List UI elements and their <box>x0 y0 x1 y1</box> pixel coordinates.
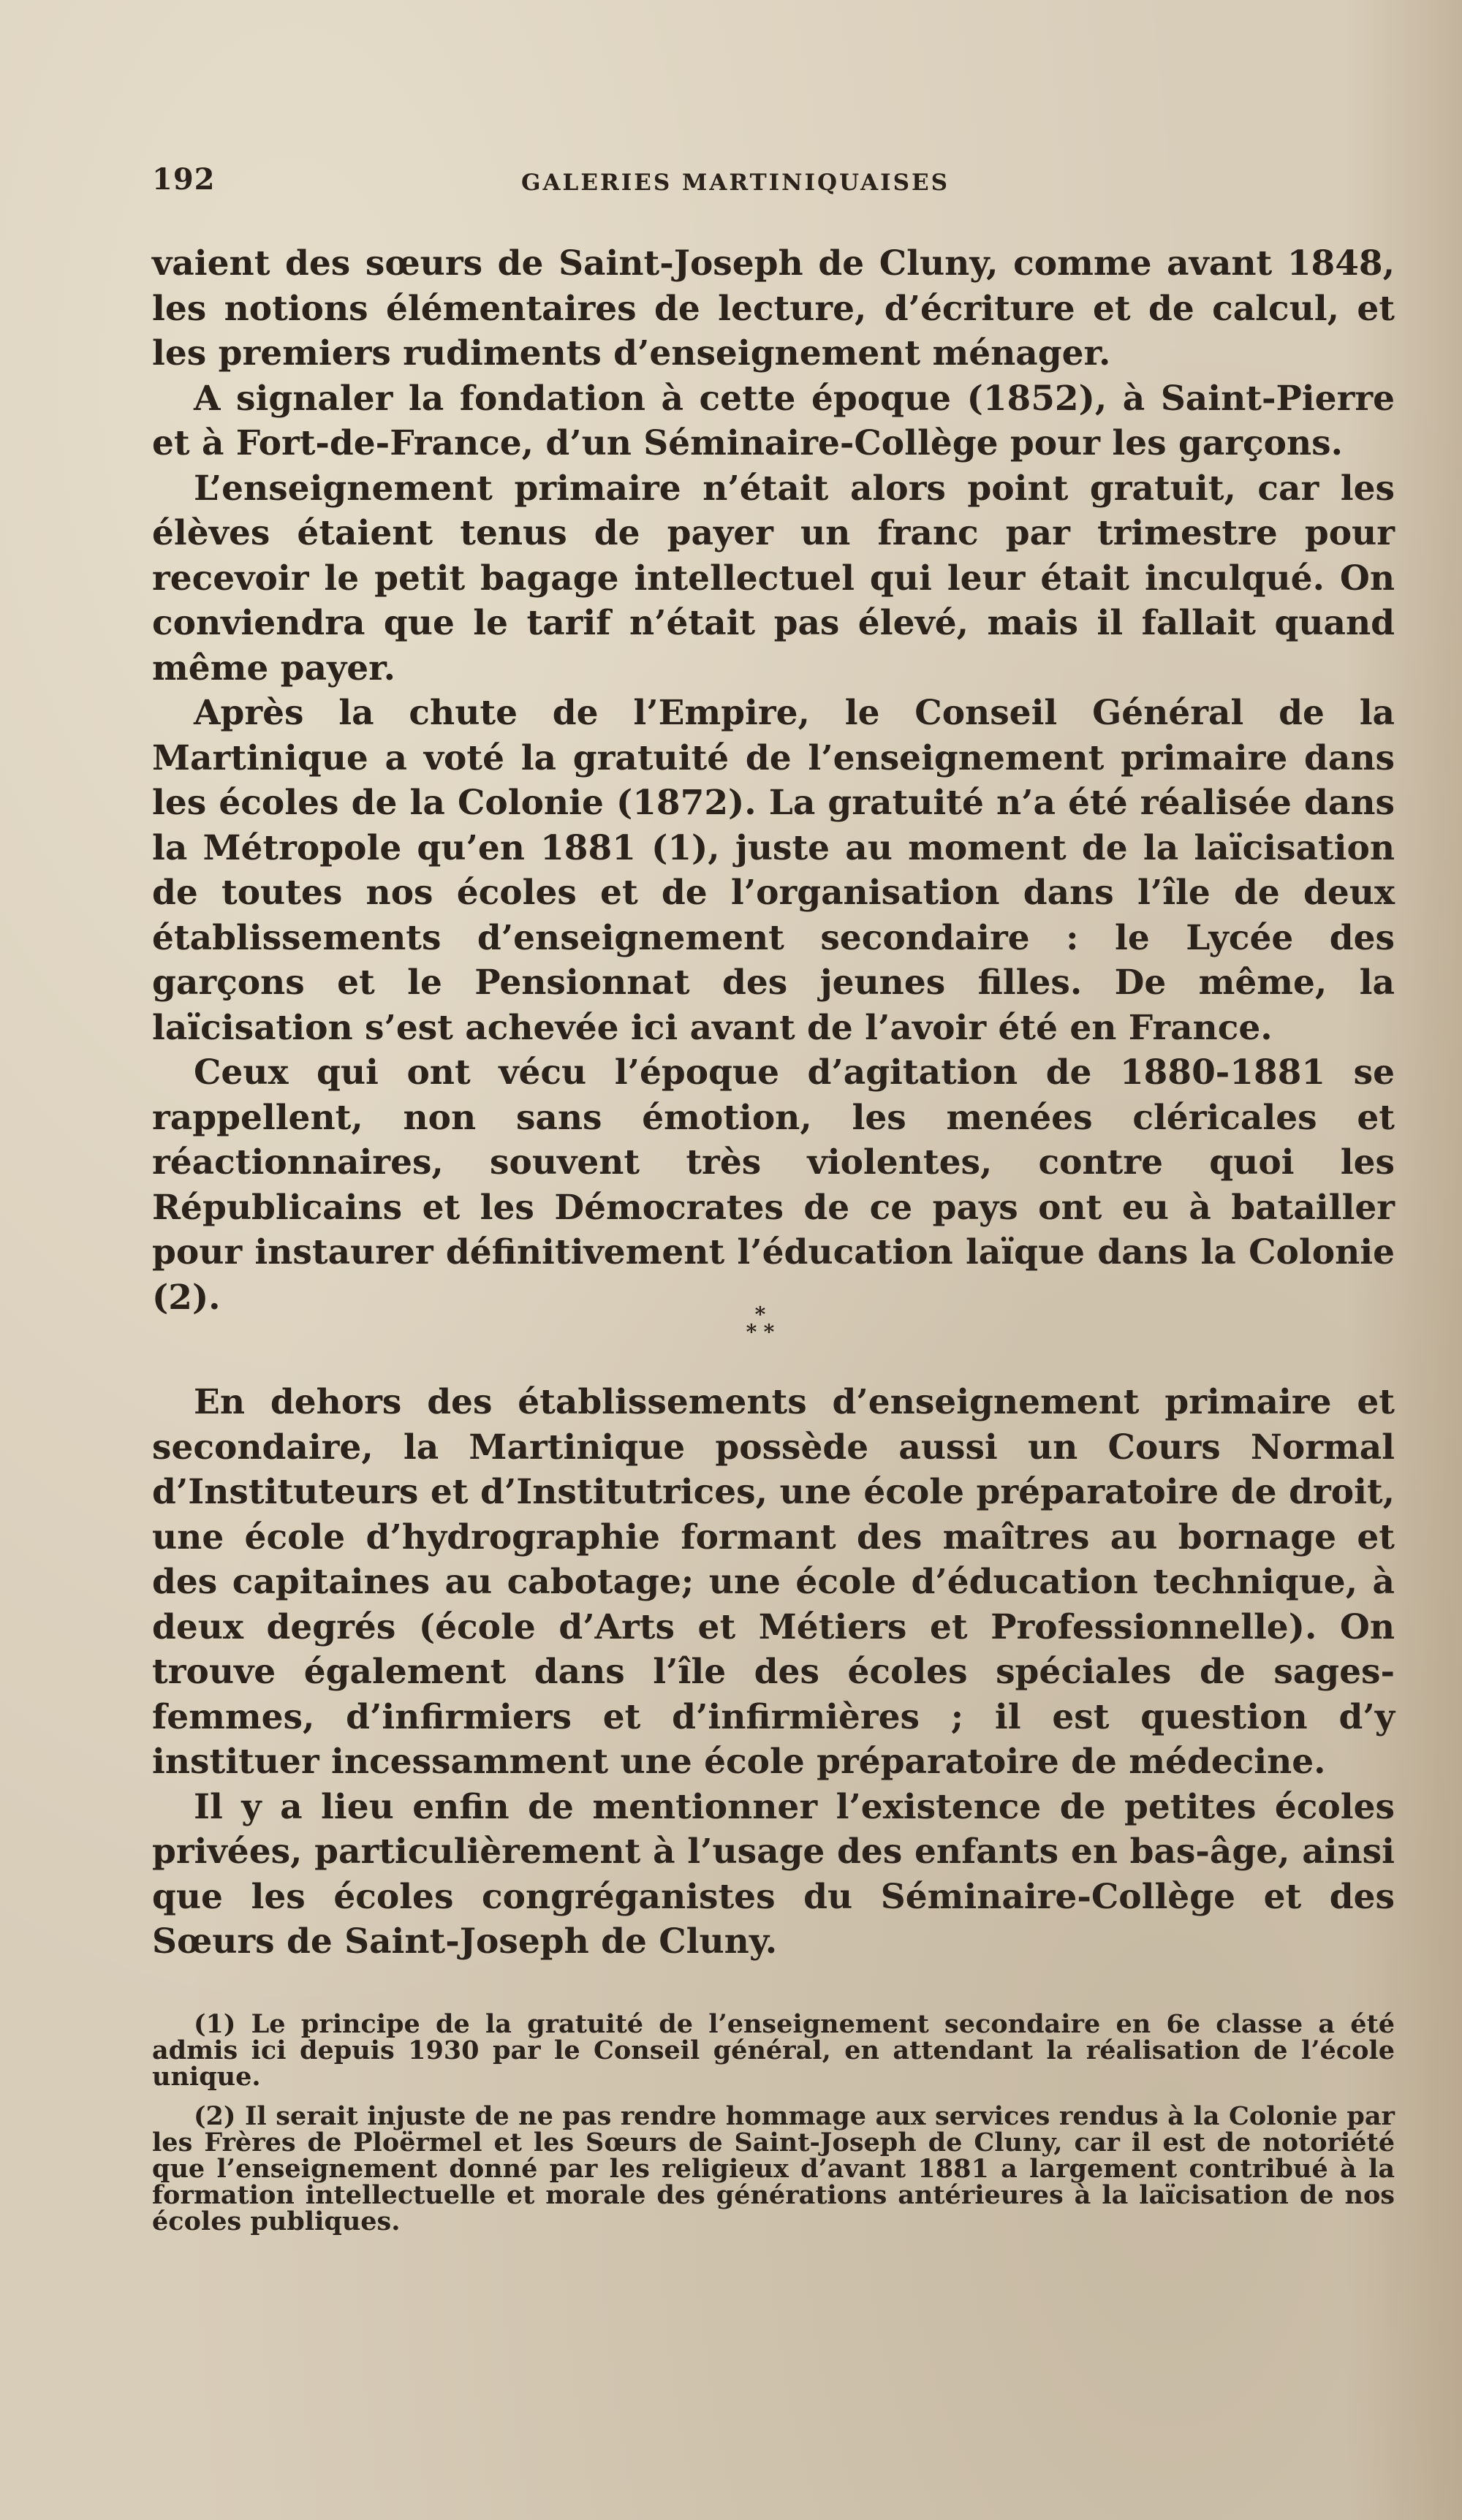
asterism-separator <box>731 1305 789 1346</box>
page-number: 192 <box>152 162 216 197</box>
section-two-text <box>152 1380 1395 1965</box>
svg-text:*: * <box>746 1320 757 1344</box>
paragraph-gratuite: Après la chute de l’Empire, le Conseil Général de la Martinique a voté la gratuité de l’enseignement primaire dans les écoles de la Colonie (1872). La gratuité n’a été réalisée dans la Métropole qu’en 1881 (1), juste au moment de la laïcisation de toutes nos écoles et de l’organisation dans l’île de deux établissements d’enseignement secondaire : le Lycée des garçons et le Pensionnat des jeunes filles. De même, la laïcisation s’est achevée ici avant de l’avoir été en France. <box>152 693 1395 1048</box>
svg-text:*: * <box>754 1305 766 1327</box>
paragraph-continued: vaient des sœurs de Saint-Joseph de Cluny, comme avant 1848, les notions élémentaires de lecture, d’écriture et de calcul, et les premiers rudiments d’enseignement ménager. <box>152 243 1395 373</box>
paragraph-enseignement-primaire: L’enseignement primaire n’était alors point gratuit, car les élèves étaient tenus de payer un franc par trimestre pour recevoir le petit bagage intellectuel qui leur était inculqué. On conviendra que le tarif n’était pas élevé, mais il fallait quand même payer. <box>152 468 1395 688</box>
main-text <box>152 241 1395 1320</box>
footnotes <box>152 2011 1395 2248</box>
paragraph-autres-etablissements: En dehors des établissements d’enseignement primaire et secondaire, la Martinique possède aussi un Cours Normal d’Instituteurs et d’Institutrices, une école préparatoire de droit, une école d’hydrographie formant des maîtres au bornage et des capitaines au cabotage; une école d’éducation technique, à deux degrés (école d’Arts et Métiers et Professionnelle). On trouve également dans l’île des écoles spéciales de sages-femmes, d’infirmiers et d’infirmières ; il est question d’y instituer incessamment une école préparatoire de médecine. <box>152 1382 1395 1782</box>
paragraph-agitation: Ceux qui ont vécu l’époque d’agitation de 1880-1881 se rappellent, non sans émotion, les menées cléricales et réactionnaires, souvent très violentes, contre quoi les Républicains et les Démocrates de ce pays ont eu à batailler pour instaurer définitivement l’éducation laïque dans la Colonie (2). <box>152 1052 1395 1318</box>
footnote-1: (1) Le principe de la gratuité de l’enseignement secondaire en 6e classe a été admis ici depuis 1930 par le Conseil général, en attendant la réalisation de l’école unique. <box>152 2009 1395 2092</box>
svg-text:*: * <box>763 1320 775 1344</box>
paragraph-ecoles-privees: Il y a lieu enfin de mentionner l’existence de petites écoles privées, particulièrement à l’usage des enfants en bas-âge, ainsi que les écoles congréganistes du Séminaire-Collège et des Sœurs de Saint-Joseph de Cluny. <box>152 1786 1395 1962</box>
page-header <box>152 162 1395 200</box>
footnote-2: (2) Il serait injuste de ne pas rendre hommage aux services rendus à la Colonie par les Frères de Ploërmel et les Sœurs de Saint-Joseph de Cluny, car il est de notoriété que l’enseignement donné par les religieux d’avant 1881 a largement contribué à la formation intellectuelle et morale des générations antérieures à la laïcisation de nos écoles publiques. <box>152 2101 1395 2236</box>
running-head: GALERIES MARTINIQUAISES <box>521 170 950 196</box>
paragraph-seminaire: A signaler la fondation à cette époque (1852), à Saint-Pierre et à Fort-de-France, d’un Séminaire-Collège pour les garçons. <box>152 378 1395 463</box>
